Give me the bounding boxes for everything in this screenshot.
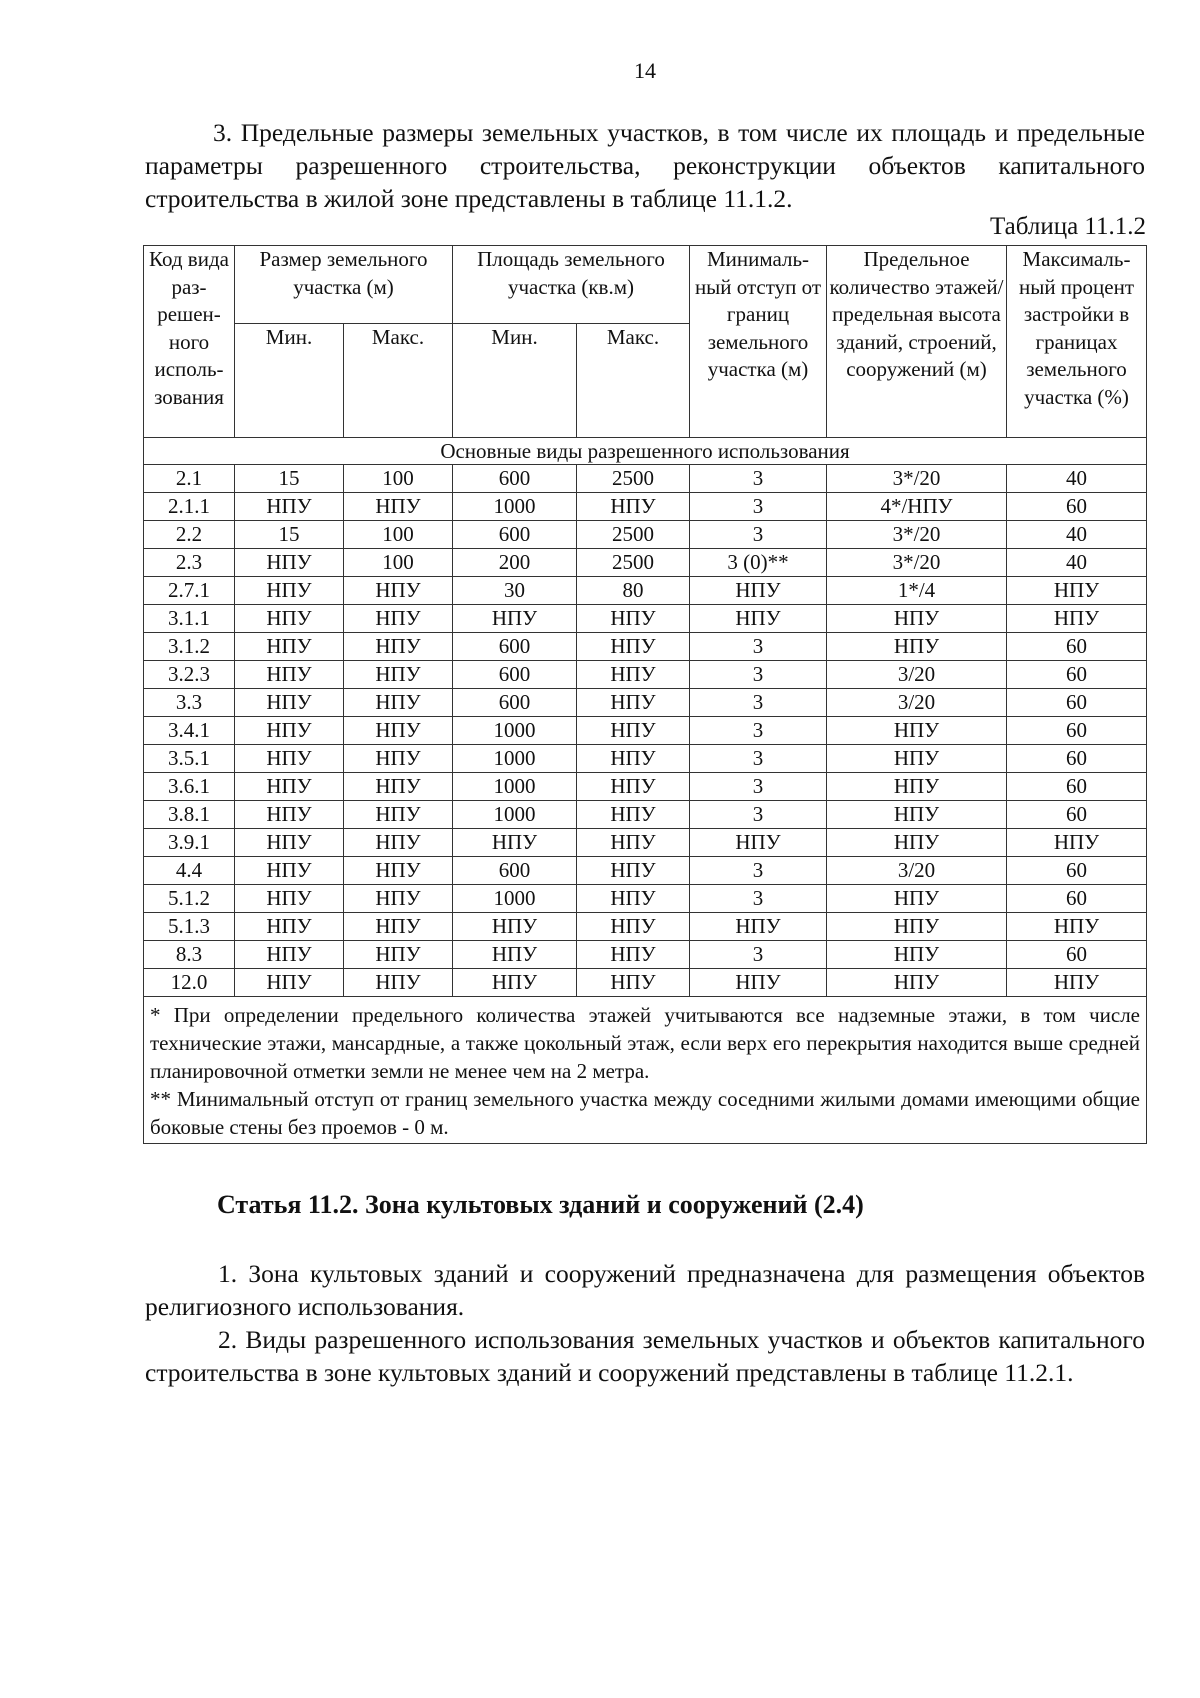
table-cell: НПУ: [344, 829, 453, 857]
table-notes: [144, 997, 1147, 1144]
table-cell: НПУ: [235, 605, 344, 633]
table-cell: НПУ: [827, 969, 1007, 997]
table-cell: 4*/НПУ: [827, 493, 1007, 521]
table-cell: НПУ: [235, 885, 344, 913]
table-cell: НПУ: [1007, 605, 1147, 633]
table-cell: 3/20: [827, 689, 1007, 717]
table-cell: 3.6.1: [144, 773, 235, 801]
table-cell: НПУ: [235, 549, 344, 577]
table-cell: НПУ: [577, 857, 690, 885]
table-cell: 3: [690, 885, 827, 913]
land-parameters-table: [143, 245, 1147, 1144]
table-cell: 1000: [453, 885, 577, 913]
table-cell: НПУ: [235, 689, 344, 717]
table-cell: НПУ: [235, 577, 344, 605]
header-size-max: Макс.: [344, 324, 453, 438]
table-cell: НПУ: [577, 493, 690, 521]
table-cell: НПУ: [235, 969, 344, 997]
table-cell: 1000: [453, 773, 577, 801]
table-cell: 60: [1007, 745, 1147, 773]
table-cell: НПУ: [827, 605, 1007, 633]
table-cell: 2500: [577, 549, 690, 577]
table-cell: НПУ: [235, 493, 344, 521]
table-row: [144, 605, 1147, 633]
table-cell: 3*/20: [827, 465, 1007, 493]
table-cell: 600: [453, 689, 577, 717]
table-row: [144, 465, 1147, 493]
table-cell: 12.0: [144, 969, 235, 997]
table-row: [144, 801, 1147, 829]
table-row: [144, 493, 1147, 521]
table-cell: 3 (0)**: [690, 549, 827, 577]
table-cell: 60: [1007, 493, 1147, 521]
section-row: Основные виды разрешенного использования: [144, 438, 1147, 465]
table-cell: 40: [1007, 521, 1147, 549]
table-row: [144, 941, 1147, 969]
table-cell: НПУ: [235, 745, 344, 773]
header-area: Площадь земельного участка (кв.м): [453, 246, 690, 324]
table-cell: НПУ: [690, 829, 827, 857]
table-cell: НПУ: [453, 913, 577, 941]
table-cell: НПУ: [827, 745, 1007, 773]
table-cell: 600: [453, 633, 577, 661]
table-cell: НПУ: [453, 941, 577, 969]
article-paragraph-2: 2. Виды разрешенного использования земельных участков и объектов капитального строительства в зоне культовых зданий и сооружений представлены в таблице 11.2.1.: [145, 1325, 1145, 1387]
table-cell: 15: [235, 521, 344, 549]
table-cell: НПУ: [577, 941, 690, 969]
table-row: [144, 745, 1147, 773]
table-cell: 3/20: [827, 857, 1007, 885]
table-cell: 3*/20: [827, 521, 1007, 549]
table-cell: 3: [690, 661, 827, 689]
table-row: [144, 521, 1147, 549]
table-cell: НПУ: [453, 829, 577, 857]
table-cell: 60: [1007, 885, 1147, 913]
table-cell: НПУ: [577, 913, 690, 941]
note-offset: ** Минимальный отступ от границ земельного участка между соседними жилыми домами имеющими общие боковые стены без проемов - 0 м.: [150, 1087, 1140, 1139]
table-cell: 8.3: [144, 941, 235, 969]
header-area-max: Макс.: [577, 324, 690, 438]
table-cell: НПУ: [235, 941, 344, 969]
table-cell: 100: [344, 465, 453, 493]
table-cell: 100: [344, 521, 453, 549]
intro-paragraph: 3. Предельные размеры земельных участков, в том числе их площадь и предельные параметры разрешенного строительства, реконструкции объектов капитального строительства в жилой зоне представлены в таблице 11.1.2.: [145, 118, 1145, 213]
table-cell: 3: [690, 521, 827, 549]
table-cell: НПУ: [344, 577, 453, 605]
table-cell: НПУ: [453, 605, 577, 633]
table-cell: НПУ: [827, 913, 1007, 941]
table-cell: НПУ: [577, 605, 690, 633]
table-cell: НПУ: [577, 717, 690, 745]
table-cell: 80: [577, 577, 690, 605]
table-row: [144, 577, 1147, 605]
table-cell: НПУ: [344, 717, 453, 745]
table-row: [144, 661, 1147, 689]
table-cell: 600: [453, 661, 577, 689]
table-cell: НПУ: [235, 773, 344, 801]
table-cell: НПУ: [344, 633, 453, 661]
table-cell: НПУ: [827, 633, 1007, 661]
table-cell: НПУ: [690, 913, 827, 941]
table-cell: 60: [1007, 857, 1147, 885]
note-floors: * При определении предельного количества этажей учитываются все надземные этажи, в том числе технические этажи, мансардные, а также цокольный этаж, если верх его перекрытия находится выше средней планировочной отметки земли не менее чем на 2 метра.: [150, 1003, 1140, 1083]
table-cell: НПУ: [344, 885, 453, 913]
table-cell: 2.1: [144, 465, 235, 493]
table-cell: 1000: [453, 745, 577, 773]
table-cell: НПУ: [827, 941, 1007, 969]
header-min-offset: Минималь-ный отступ от границ земельного участка (м): [690, 246, 827, 438]
table-cell: 60: [1007, 801, 1147, 829]
table-cell: 5.1.2: [144, 885, 235, 913]
table-cell: 60: [1007, 941, 1147, 969]
table-cell: 600: [453, 521, 577, 549]
table-cell: 2.7.1: [144, 577, 235, 605]
table-cell: НПУ: [577, 801, 690, 829]
table-cell: 3: [690, 801, 827, 829]
table-cell: НПУ: [1007, 577, 1147, 605]
table-cell: 60: [1007, 633, 1147, 661]
table-cell: НПУ: [344, 773, 453, 801]
table-cell: 3: [690, 633, 827, 661]
table-cell: НПУ: [577, 633, 690, 661]
table-cell: НПУ: [690, 969, 827, 997]
table-cell: 3.2.3: [144, 661, 235, 689]
table-cell: НПУ: [344, 857, 453, 885]
table-cell: 600: [453, 857, 577, 885]
table-cell: 60: [1007, 661, 1147, 689]
table-cell: 3: [690, 689, 827, 717]
table-row: [144, 857, 1147, 885]
page-number: 14: [634, 58, 656, 83]
table-cell: НПУ: [827, 717, 1007, 745]
table-caption: Таблица 11.1.2: [990, 213, 1146, 240]
table-cell: 200: [453, 549, 577, 577]
header-size-min: Мин.: [235, 324, 344, 438]
table-cell: 4.4: [144, 857, 235, 885]
table-row: [144, 885, 1147, 913]
table-cell: 2.1.1: [144, 493, 235, 521]
table-cell: 3.1.1: [144, 605, 235, 633]
table-cell: 60: [1007, 773, 1147, 801]
table-cell: НПУ: [235, 633, 344, 661]
table-cell: 3: [690, 773, 827, 801]
table-cell: 5.1.3: [144, 913, 235, 941]
table-cell: 3: [690, 745, 827, 773]
table-cell: 60: [1007, 689, 1147, 717]
table-row: [144, 969, 1147, 997]
table-cell: 2.3: [144, 549, 235, 577]
table-cell: 3: [690, 465, 827, 493]
table-cell: 15: [235, 465, 344, 493]
table-cell: НПУ: [235, 717, 344, 745]
table-cell: НПУ: [827, 885, 1007, 913]
table-cell: 3.1.2: [144, 633, 235, 661]
header-area-min: Мин.: [453, 324, 577, 438]
table-cell: НПУ: [827, 829, 1007, 857]
table-cell: 3.5.1: [144, 745, 235, 773]
table-cell: НПУ: [235, 913, 344, 941]
table-row: [144, 633, 1147, 661]
table-cell: НПУ: [577, 689, 690, 717]
article-title: Статья 11.2. Зона культовых зданий и сооружений (2.4): [217, 1190, 864, 1219]
table-cell: НПУ: [344, 913, 453, 941]
table-cell: 100: [344, 549, 453, 577]
table-cell: НПУ: [344, 969, 453, 997]
table-cell: 2500: [577, 521, 690, 549]
table-cell: 40: [1007, 549, 1147, 577]
table-cell: НПУ: [235, 801, 344, 829]
table-cell: 1*/4: [827, 577, 1007, 605]
table-cell: 3: [690, 717, 827, 745]
table-cell: НПУ: [344, 661, 453, 689]
table-row: [144, 689, 1147, 717]
table-cell: НПУ: [235, 857, 344, 885]
table-row: [144, 829, 1147, 857]
table-cell: НПУ: [235, 829, 344, 857]
table-row: [144, 913, 1147, 941]
header-floors: Предельное количество этажей/ предельная высота зданий, строений, сооружений (м): [827, 246, 1007, 438]
table-cell: 3: [690, 493, 827, 521]
table-cell: НПУ: [827, 801, 1007, 829]
table-cell: НПУ: [344, 605, 453, 633]
table-cell: 3.4.1: [144, 717, 235, 745]
table-cell: НПУ: [577, 969, 690, 997]
table-cell: 2.2: [144, 521, 235, 549]
table-cell: НПУ: [690, 577, 827, 605]
table-cell: НПУ: [577, 745, 690, 773]
table-cell: 3/20: [827, 661, 1007, 689]
table-cell: 1000: [453, 717, 577, 745]
table-cell: НПУ: [690, 605, 827, 633]
table-cell: 3.8.1: [144, 801, 235, 829]
table-cell: 1000: [453, 493, 577, 521]
table-cell: НПУ: [1007, 969, 1147, 997]
table-cell: НПУ: [344, 745, 453, 773]
table-cell: НПУ: [344, 941, 453, 969]
table-row: [144, 773, 1147, 801]
table-cell: 40: [1007, 465, 1147, 493]
table-cell: 60: [1007, 717, 1147, 745]
header-size: Размер земельного участка (м): [235, 246, 453, 324]
article-paragraph-1: 1. Зона культовых зданий и сооружений предназначена для размещения объектов религиозного использования.: [145, 1259, 1145, 1321]
header-code: Код вида раз-решен-ного исполь-зования: [144, 246, 235, 438]
table-cell: НПУ: [344, 689, 453, 717]
table-cell: 3*/20: [827, 549, 1007, 577]
table-cell: 3.9.1: [144, 829, 235, 857]
table-cell: НПУ: [1007, 829, 1147, 857]
table-cell: НПУ: [235, 661, 344, 689]
table-cell: НПУ: [453, 969, 577, 997]
table-cell: НПУ: [344, 801, 453, 829]
table-cell: НПУ: [1007, 913, 1147, 941]
table-cell: НПУ: [344, 493, 453, 521]
table-cell: 30: [453, 577, 577, 605]
header-max-percent: Максималь-ный процент застройки в границах земельного участка (%): [1007, 246, 1147, 438]
table-cell: НПУ: [577, 773, 690, 801]
table-cell: НПУ: [827, 773, 1007, 801]
table-cell: 1000: [453, 801, 577, 829]
table-cell: 3: [690, 941, 827, 969]
table-cell: 3: [690, 857, 827, 885]
table-cell: НПУ: [577, 661, 690, 689]
table-row: [144, 717, 1147, 745]
table-cell: 600: [453, 465, 577, 493]
table-cell: НПУ: [577, 885, 690, 913]
table-row: [144, 549, 1147, 577]
table-cell: 3.3: [144, 689, 235, 717]
table-cell: НПУ: [577, 829, 690, 857]
table-cell: 2500: [577, 465, 690, 493]
